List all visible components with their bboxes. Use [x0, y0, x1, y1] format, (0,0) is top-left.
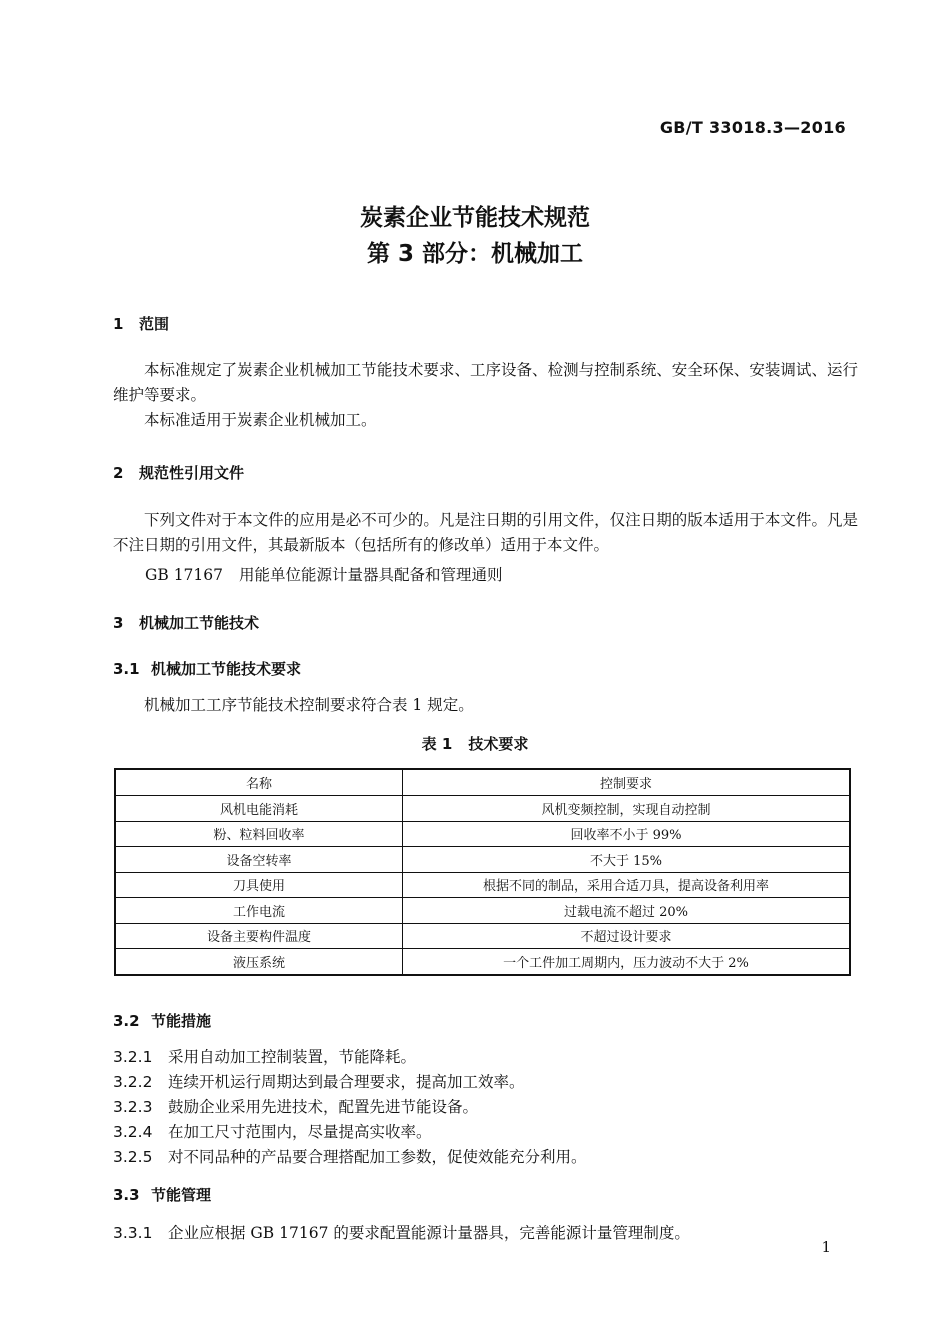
- section-3-1-heading: [113, 658, 301, 679]
- item-text: 对不同品种的产品要合理搭配加工参数，促使效能充分利用。: [168, 1148, 587, 1166]
- table-cell: 刀具使用: [115, 872, 403, 898]
- table-caption: [0, 733, 950, 754]
- table-cell: 回收率不小于 99%: [403, 821, 851, 847]
- section-title: 机械加工节能技术: [139, 614, 260, 632]
- reference-title: 用能单位能源计量器具配备和管理通则: [239, 566, 503, 584]
- list-item: [113, 1045, 416, 1067]
- section-3-heading: [113, 612, 259, 633]
- reference-code: GB 17167: [145, 566, 224, 584]
- table-row: [115, 949, 850, 975]
- item-number: 3.2.4: [113, 1123, 153, 1141]
- table-cell: 不大于 15%: [403, 847, 851, 873]
- standard-number: GB/T 33018.3—2016: [659, 118, 846, 137]
- section-number: 3: [113, 614, 124, 632]
- item-text: 在加工尺寸范围内，尽量提高实收率。: [168, 1123, 432, 1141]
- item-text: 鼓励企业采用先进技术，配置先进节能设备。: [168, 1098, 479, 1116]
- table-row: [115, 847, 850, 873]
- section-2-paragraph-1: 下列文件对于本文件的应用是必不可少的。凡是注日期的引用文件，仅注日期的版本适用于本文件。凡是不注日期的引用文件，其最新版本（包括所有的修改单）适用于本文件。: [113, 511, 858, 554]
- section-2-heading: [113, 462, 244, 483]
- table-cell: 设备主要构件温度: [115, 923, 403, 949]
- table-cell: 液压系统: [115, 949, 403, 975]
- list-item: [113, 1221, 690, 1243]
- table-cell: 一个工件加工周期内，压力波动不大于 2%: [403, 949, 851, 975]
- section-title: 机械加工节能技术要求: [151, 660, 302, 678]
- table-row: [115, 796, 850, 822]
- table-cell: 过载电流不超过 20%: [403, 898, 851, 924]
- table-caption-label: 表 1: [421, 735, 453, 753]
- section-3-1-paragraph: 机械加工工序节能技术控制要求符合表 1 规定。: [144, 696, 474, 714]
- list-item: [113, 1070, 525, 1092]
- table-cell: 工作电流: [115, 898, 403, 924]
- table-row: [115, 872, 850, 898]
- item-number: 3.2.1: [113, 1048, 153, 1066]
- table-row: [115, 821, 850, 847]
- normative-reference: [145, 563, 503, 585]
- technical-requirements-table: [114, 768, 851, 976]
- section-title: 节能管理: [151, 1186, 212, 1204]
- section-number: 3.1: [113, 660, 140, 678]
- list-item: [113, 1095, 478, 1117]
- item-text: 连续开机运行周期达到最合理要求，提高加工效率。: [168, 1073, 525, 1091]
- table-cell: 不超过设计要求: [403, 923, 851, 949]
- table-row: [115, 898, 850, 924]
- section-number: 3.2: [113, 1012, 140, 1030]
- table-cell: 根据不同的制品，采用合适刀具，提高设备利用率: [403, 872, 851, 898]
- section-title: 范围: [139, 315, 170, 333]
- table-header-row: [115, 769, 850, 796]
- list-item: [113, 1145, 587, 1167]
- table-cell: 风机电能消耗: [115, 796, 403, 822]
- section-title: 节能措施: [151, 1012, 212, 1030]
- table-cell: 风机变频控制，实现自动控制: [403, 796, 851, 822]
- section-3-2-heading: [113, 1010, 211, 1031]
- section-number: 3.3: [113, 1186, 140, 1204]
- item-text: 采用自动加工控制装置，节能降耗。: [168, 1048, 417, 1066]
- document-title: 炭素企业节能技术规范: [360, 205, 590, 231]
- section-1-paragraph-2: 本标准适用于炭素企业机械加工。: [144, 411, 377, 429]
- section-number: 2: [113, 464, 124, 482]
- document-subtitle: 第 3 部分：机械加工: [366, 241, 584, 267]
- table-cell: 粉、粒料回收率: [115, 821, 403, 847]
- table-header-cell: 控制要求: [403, 769, 851, 796]
- page-number: 1: [821, 1238, 831, 1256]
- item-text: 企业应根据 GB 17167 的要求配置能源计量器具，完善能源计量管理制度。: [168, 1224, 690, 1242]
- list-item: [113, 1120, 432, 1142]
- table-cell: 设备空转率: [115, 847, 403, 873]
- section-1-heading: [113, 313, 169, 334]
- table-row: [115, 923, 850, 949]
- item-number: 3.2.3: [113, 1098, 153, 1116]
- item-number: 3.2.2: [113, 1073, 153, 1091]
- item-number: 3.3.1: [113, 1224, 153, 1242]
- table-caption-title: 技术要求: [468, 735, 529, 753]
- section-1-paragraph-1: 本标准规定了炭素企业机械加工节能技术要求、工序设备、检测与控制系统、安全环保、安装调试、运行维护等要求。: [113, 361, 858, 404]
- section-title: 规范性引用文件: [139, 464, 245, 482]
- section-3-3-heading: [113, 1184, 211, 1205]
- table-header-cell: 名称: [115, 769, 403, 796]
- section-number: 1: [113, 315, 124, 333]
- item-number: 3.2.5: [113, 1148, 153, 1166]
